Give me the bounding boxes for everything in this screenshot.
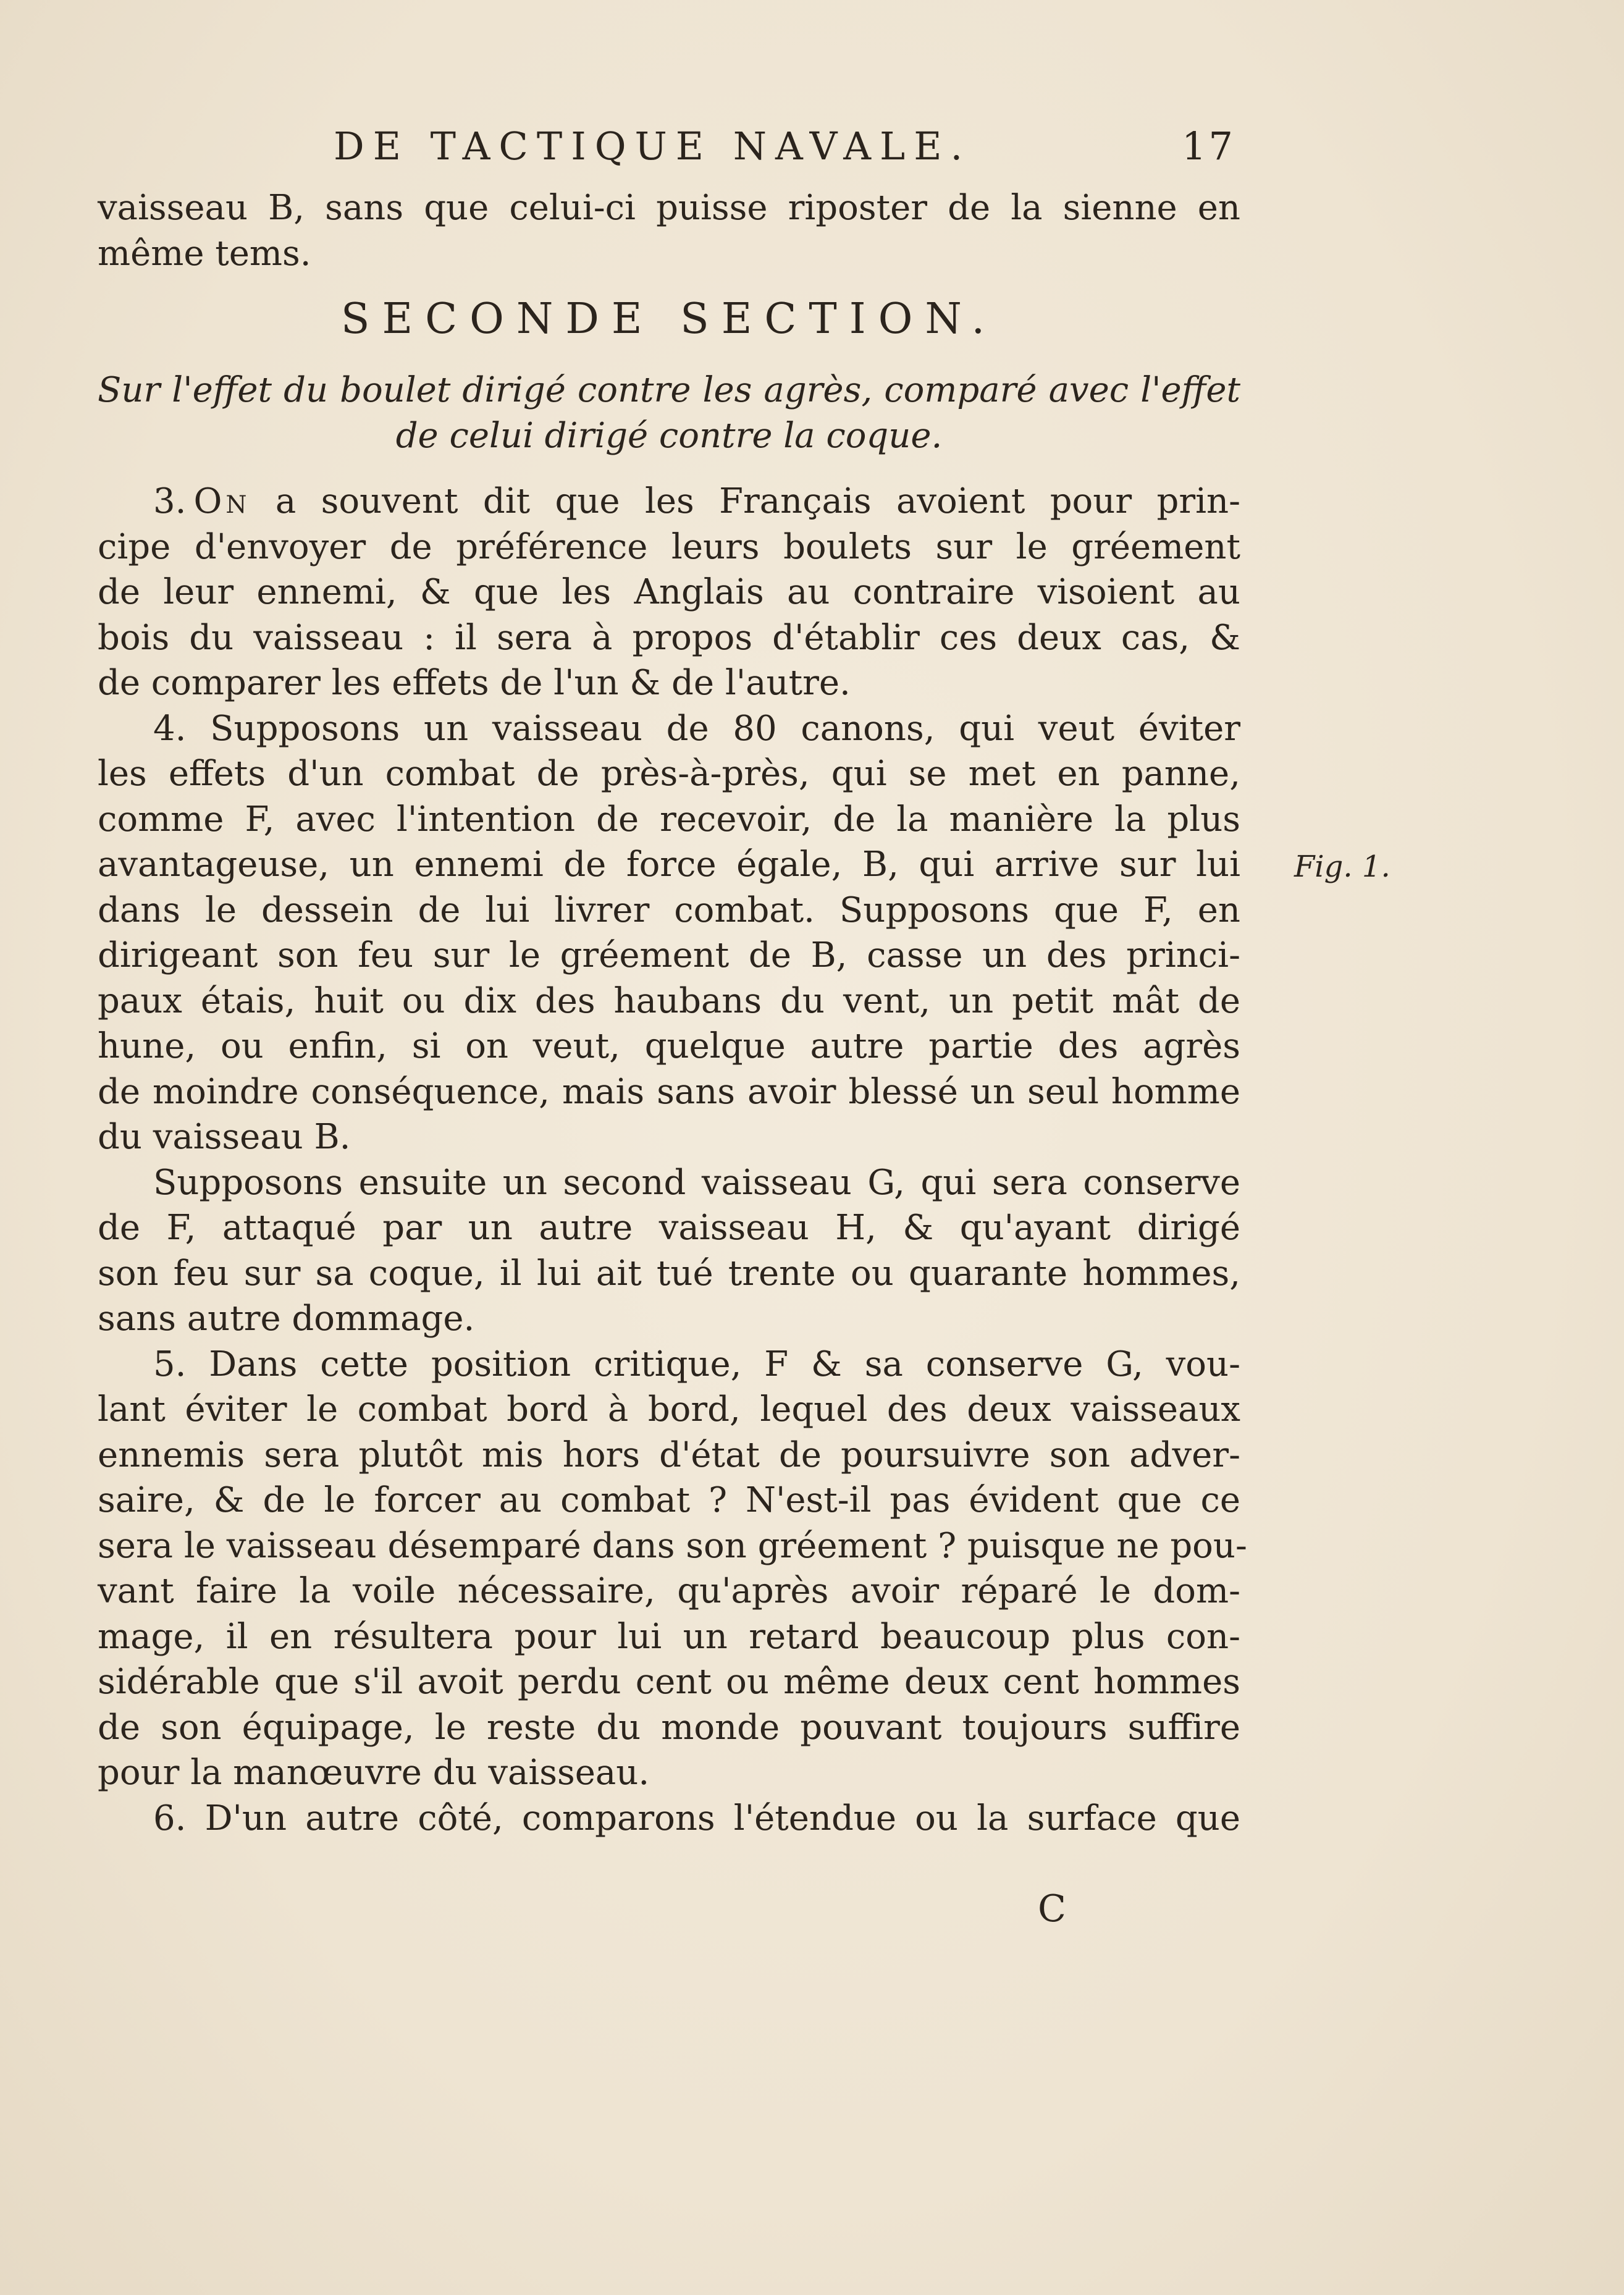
figure-reference: Fig. 1. xyxy=(1294,849,1390,884)
paragraph-3-first-line xyxy=(98,479,1240,524)
text-line: hune, ou enfin, si on veut, quelque autre partie des agrès xyxy=(98,1026,1240,1066)
section-subtitle xyxy=(98,368,1240,459)
text-line: vant faire la voile nécessaire, qu'après avoir réparé le dom- xyxy=(98,1571,1240,1611)
text-line: bois du vaisseau : il sera à propos d'établir ces deux cas, & xyxy=(98,617,1240,658)
signature-mark: C xyxy=(1038,1887,1066,1931)
text-line: dans le dessein de lui livrer combat. Supposons que F, en xyxy=(98,890,1240,930)
text-line: de leur ennemi, & que les Anglais au contraire visoient au xyxy=(98,572,1240,612)
text-line: comme F, avec l'intention de recevoir, de la manière la plus xyxy=(98,799,1240,840)
text-line: sans autre dommage. xyxy=(98,1299,475,1339)
text-line: sera le vaisseau désemparé dans son gréement ? puisque ne pou- xyxy=(98,1525,1247,1566)
text-line: son feu sur sa coque, il lui ait tué trente ou quarante hommes, xyxy=(98,1253,1240,1294)
text-line: a souvent dit que les Français avoient pour prin- xyxy=(275,481,1241,521)
paragraph-number: 3. xyxy=(153,481,187,521)
text-line: du vaisseau B. xyxy=(98,1117,351,1157)
text-line: lant éviter le combat bord à bord, lequel des deux vaisseaux xyxy=(98,1389,1240,1430)
paragraph-6-first-line: 6. D'un autre côté, comparons l'étendue ou la surface que xyxy=(153,1798,1240,1838)
text-line: cipe d'envoyer de préférence leurs boulets sur le gréement xyxy=(98,526,1240,567)
body-text xyxy=(98,185,1247,1841)
initial-word: On xyxy=(193,481,251,521)
paragraph-4b-first-line: Supposons ensuite un second vaisseau G, qui sera conserve xyxy=(153,1162,1240,1203)
text-line: de moindre conséquence, mais sans avoir blessé un seul homme xyxy=(98,1071,1240,1112)
text-line: de son équipage, le reste du monde pouvant toujours suffire xyxy=(98,1707,1240,1748)
text-line: vaisseau B, sans que celui-ci puisse riposter de la sienne en xyxy=(98,188,1240,228)
text-line: de F, attaqué par un autre vaisseau H, & qu'ayant dirigé xyxy=(98,1208,1240,1248)
text-line: sidérable que s'il avoit perdu cent ou même deux cent hommes xyxy=(98,1662,1240,1702)
section-heading: SECONDE SECTION. xyxy=(340,295,998,343)
running-head xyxy=(334,124,1235,179)
running-title: DE TACTIQUE NAVALE. xyxy=(334,124,972,169)
text-line: avantageuse, un ennemi de force égale, B, qui arrive sur lui xyxy=(98,844,1240,885)
text-line: de comparer les effets de l'un & de l'autre. xyxy=(98,663,851,703)
text-line: ennemis sera plutôt mis hors d'état de poursuivre son adver- xyxy=(98,1434,1240,1475)
text-line: mage, il en résultera pour lui un retard beaucoup plus con- xyxy=(98,1616,1240,1657)
text-line: même tems. xyxy=(98,233,311,274)
paragraph-4-first-line: 4. Supposons un vaisseau de 80 canons, qui veut éviter xyxy=(153,708,1240,749)
subtitle-line: Sur l'effet du boulet dirigé contre les agrès, comparé avec l'effet xyxy=(98,370,1240,410)
text-line: paux étais, huit ou dix des haubans du vent, un petit mât de xyxy=(98,980,1240,1021)
paragraph-5-first-line: 5. Dans cette position critique, F & sa conserve G, vou- xyxy=(153,1344,1240,1384)
text-line: les effets d'un combat de près-à-près, qui se met en panne, xyxy=(98,754,1240,794)
subtitle-line: de celui dirigé contre la coque. xyxy=(395,416,943,456)
text-line: saire, & de le forcer au combat ? N'est-il pas évident que ce xyxy=(98,1480,1240,1520)
text-line: dirigeant son feu sur le gréement de B, casse un des princi- xyxy=(98,935,1240,975)
page-number: 17 xyxy=(1182,124,1235,169)
text-line: pour la manœuvre du vaisseau. xyxy=(98,1753,650,1793)
